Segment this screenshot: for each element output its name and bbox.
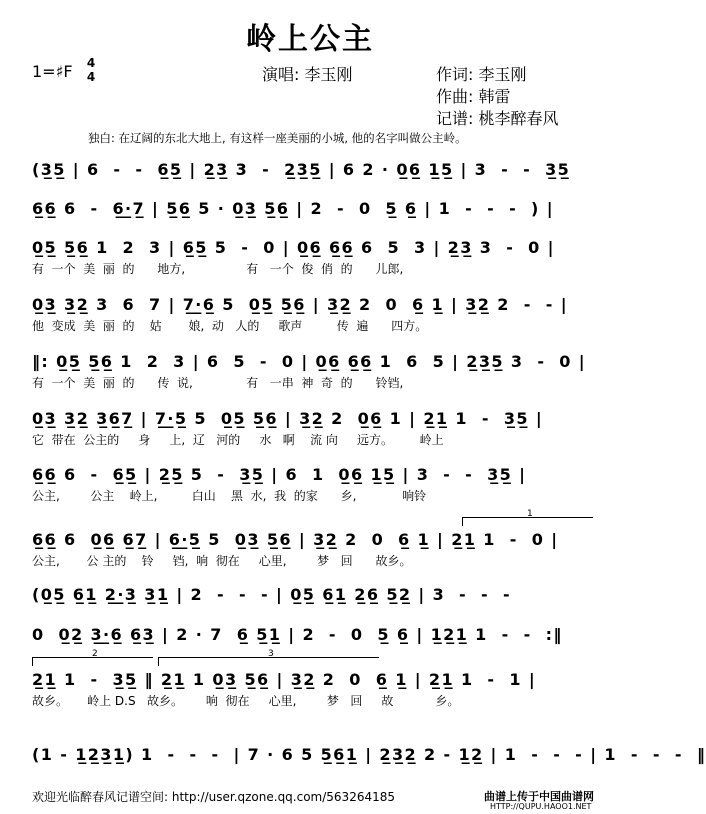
song-title: 岭上公主 xyxy=(246,22,374,57)
footer-site-url: HTTP://QUPU.HAOO1.NET xyxy=(490,802,592,811)
footer-site: 曲谱上传于中国曲谱网 xyxy=(484,790,594,803)
monologue-text: 独白: 在辽阔的东北大地上, 有这样一座美丽的小城, 他的名字叫做公主岭。 xyxy=(88,131,467,145)
notation-line: ‖: 0̲5̲ 5̲6̲ 1 2 3 | 6 5 - 0 | 0̲6̲ 6̲6̲ 1 6 5 | 2̲3̲5̲ 3 - 0 | xyxy=(32,352,587,371)
lyric-line: 它 带在 公主的 身 上, 辽 河的 水 啊 流 向 远方。 岭上 xyxy=(32,433,444,447)
composer-credit: 作曲: 韩雷 xyxy=(436,87,511,106)
notation-line: 0̲3̲ 3̲2̲ 3 6 7 | 7̲·̲6̲ 5 0̲5̲ 5̲6̲ | 3̲2̲ 2 0 6̲ 1̲ | 3̲2̲ 2 - - | xyxy=(32,295,568,314)
lyric-line: 有 一个 美 丽 的 传 说, 有 一串 神 奇 的 铃铛, xyxy=(32,376,404,390)
time-signature-bottom: 4 xyxy=(86,70,96,84)
notation-line: (1 - 1̲2̲3̲1̲) 1 - - - | 7 · 6 5 5̲6̲1̲ | 2̲3̲2̲ 2 - 1̲2̲ | 1 - - - | 1 - - - ‖ xyxy=(32,745,706,764)
lyric-line: 故乡。 岭上 D.S 故乡。 响 彻在 心里, 梦 回 故 乡。 xyxy=(32,694,460,708)
third-ending-bracket-number: 3 xyxy=(268,649,274,659)
lyric-line: 公主, 公 主的 铃 铛, 响 彻在 心里, 梦 回 故乡。 xyxy=(32,554,412,568)
notation-line: (3̲5̲ | 6 - - 6̲5̲ | 2̲3̲ 3 - 2̲3̲5̲ | 6 2 · 0̲6̲ 1̲5̲ | 3 - - 3̲5̲ xyxy=(32,160,571,179)
key-signature: 1=♯F xyxy=(32,62,73,81)
lyric-line: 他 变成 美 丽 的 姑 娘, 动 人的 歌声 传 遍 四方。 xyxy=(32,319,428,333)
notation-line: 0̲5̲ 5̲6̲ 1 2 3 | 6̲5̲ 5 - 0 | 0̲6̲ 6̲6̲ 6 5 3 | 2̲3̲ 3 - 0 | xyxy=(32,238,555,257)
notation-line: 2̲1̲ 1 - 3̲5̲ ‖ 2̲1̲ 1 0̲3̲ 5̲6̲ | 3̲2̲ 2 0 6̲ 1̲ | 2̲1̲ 1 - 1 | xyxy=(32,670,537,689)
second-ending-bracket-number: 2 xyxy=(92,649,98,659)
notation-line: 6̲6̲ 6 0̲6̲ 6̲7̲ | 6̲·̲5̲ 5 0̲3̲ 5̲6̲ | 3̲2̲ 2 0 6̲ 1̲ | 2̲1̲ 1 - 0 | xyxy=(32,530,559,549)
lyricist-credit: 作词: 李玉刚 xyxy=(436,65,527,84)
time-signature-top: 4 xyxy=(86,56,96,70)
notation-line: (0̲5̲ 6̲1̲ 2̲·̲3̲ 3̲1̲ | 2 - - - | 0̲5̲ 6̲1̲ 2̲6̲ 5̲2̲ | 3 - - - xyxy=(32,585,512,604)
lyric-line: 公主, 公主 岭上, 白山 黑 水, 我 的家 乡, 响铃 xyxy=(32,489,427,503)
notation-line: 6̲6̲ 6 - 6̲·̲7̲ | 5̲6̲ 5 · 0̲3̲ 5̲6̲ | 2 - 0 5̲ 6̲ | 1 - - - ) | xyxy=(32,199,554,218)
singer-credit: 演唱: 李玉刚 xyxy=(262,65,353,84)
footer-credit: 欢迎光临醉春风记谱空间: http://user.qzone.qq.com/563264185 xyxy=(32,790,396,804)
transcriber-credit: 记谱: 桃李醉春风 xyxy=(436,109,559,128)
lyric-line: 有 一个 美 丽 的 地方, 有 一个 俊 俏 的 儿郎, xyxy=(32,262,404,276)
first-ending-bracket-number: 1 xyxy=(527,509,533,519)
notation-line: 0̲3̲ 3̲2̲ 3̲6̲7̲ | 7̲·̲5̲ 5 0̲5̲ 5̲6̲ | 3̲2̲ 2 0̲6̲ 1 | 2̲1̲ 1 - 3̲5̲ | xyxy=(32,409,544,428)
notation-line: 0 0̲2̲ 3̲·̲6̲ 6̲3̲ | 2 · 7 6̲ 5̲1̲ | 2 - 0 5̲ 6̲ | 1̲2̲1̲ 1 - - :‖ xyxy=(32,625,563,644)
notation-line: 6̲6̲ 6 - 6̲5̲ | 2̲5̲ 5 - 3̲5̲ | 6 1 0̲6̲ 1̲5̲ | 3 - - 3̲5̲ | xyxy=(32,465,527,484)
